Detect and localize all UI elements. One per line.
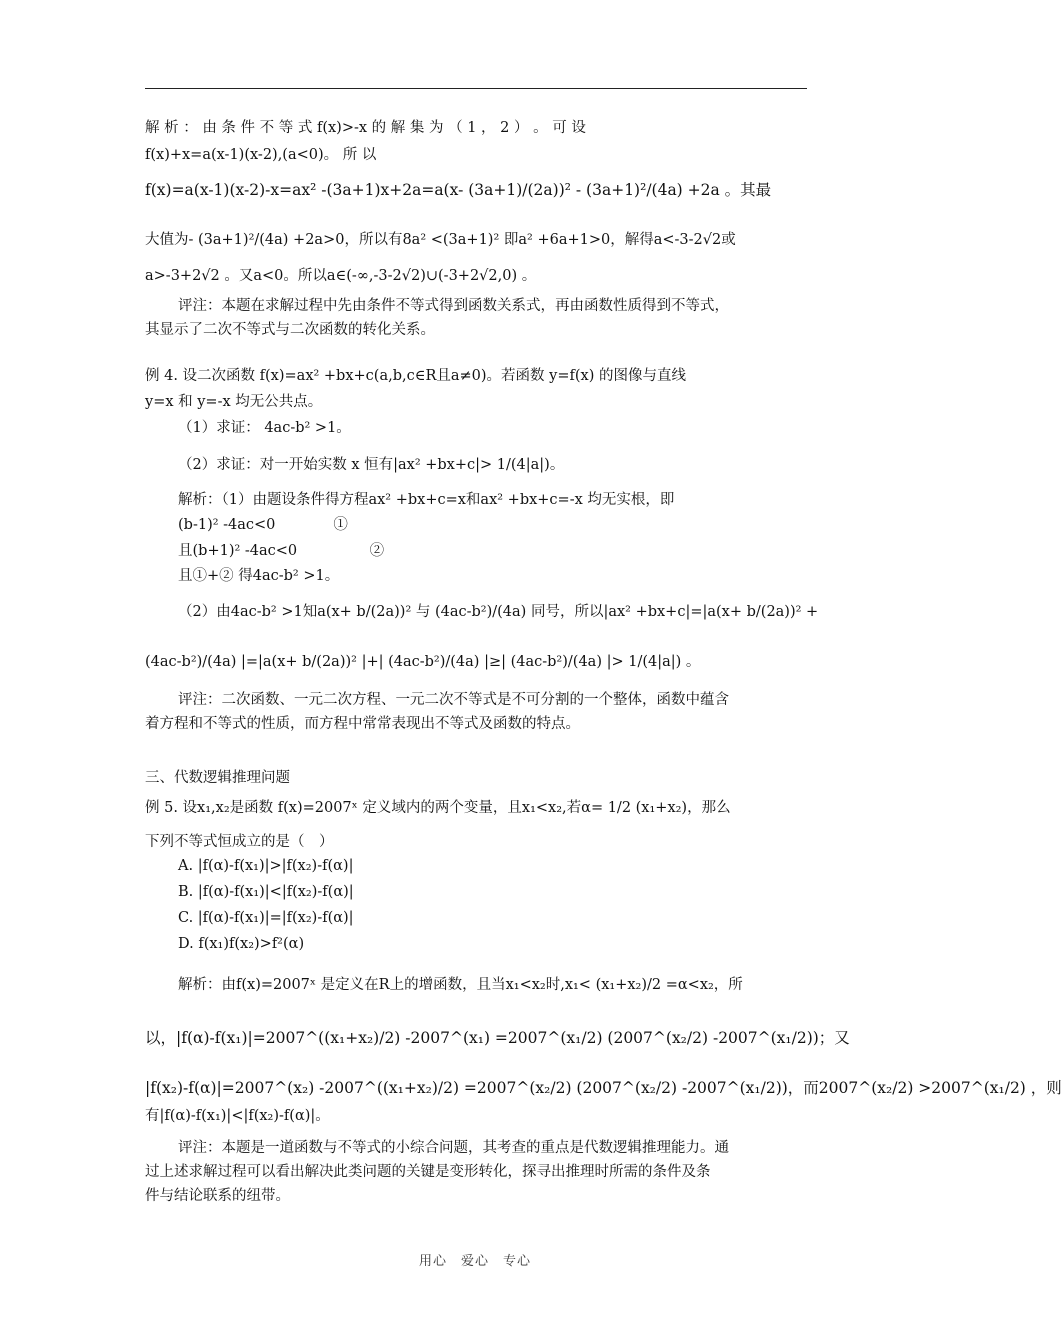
example-5-analysis-4: 有|f(α)-f(x₁)|<|f(x₂)-f(α)|。: [145, 1108, 330, 1124]
analysis-line-1: 解 析 ： 由 条 件 不 等 式 f(x)>-x 的 解 集 为 （ 1 ， 2 ） 。 可 设: [145, 120, 586, 136]
comment-1-line-1: 评注：本题在求解过程中先由条件不等式得到函数关系式，再由函数性质得到不等式，: [178, 298, 729, 314]
example-4-analysis-3: (4ac-b²)/(4a) |=|a(x+ b/(2a))² |+| (4ac-b²)/(4a) |≥| (4ac-b²)/(4a) |> 1/(4|a|) 。: [145, 654, 701, 670]
comment-2-line-2: 着方程和不等式的性质，而方程中常常表现出不等式及函数的特点。: [145, 716, 580, 732]
example-4-ineq-1: (b-1)² -4ac<0 ①: [178, 517, 348, 533]
example-4-part-2: （2）求证：对一开始实数 x 恒有|ax² +bx+c|> 1/(4|a|)。: [178, 457, 565, 473]
example-5-analysis-2: 以，|f(α)-f(x₁)|=2007^((x₁+x₂)/2) -2007^(x₁) =2007^(x₁/2) (2007^(x₂/2) -2007^(x₁/2))；又: [145, 1029, 850, 1047]
comment-1-line-2: 其显示了二次不等式与二次函数的转化关系。: [145, 322, 435, 338]
comment-3-line-2: 过上述求解过程可以看出解决此类问题的关键是变形转化，探寻出推理时所需的条件及条: [145, 1164, 711, 1180]
section-heading: 三、代数逻辑推理问题: [145, 770, 290, 786]
comment-3-line-3: 件与结论联系的纽带。: [145, 1188, 290, 1204]
comment-3-line-1: 评注：本题是一道函数与不等式的小综合问题，其考查的重点是代数逻辑推理能力。通: [178, 1140, 729, 1156]
analysis-line-4: 大值为- (3a+1)²/(4a) +2a>0，所以有8a² <(3a+1)² 即a² +6a+1>0，解得a<-3-2√2或: [145, 232, 736, 248]
example-5-analysis-1: 解析：由f(x)=2007ˣ 是定义在R上的增函数，且当x₁<x₂时,x₁< (x₁+x₂)/2 =α<x₂，所: [178, 977, 743, 993]
analysis-line-2: f(x)+x=a(x-1)(x-2),(a<0)。 所 以: [145, 147, 377, 163]
option-d: D. f(x₁)f(x₂)>f²(α): [178, 936, 305, 952]
analysis-line-5: a>-3+2√2 。又a<0。所以a∈(-∞,-3-2√2)∪(-3+2√2,0) 。: [145, 268, 537, 284]
header-rule: [145, 88, 807, 89]
option-b: B. |f(α)-f(x₁)|<|f(x₂)-f(α)|: [178, 884, 354, 900]
comment-2-line-1: 评注：二次函数、一元二次方程、一元二次不等式是不可分割的一个整体，函数中蕴含: [178, 692, 729, 708]
example-4-part-1: （1）求证： 4ac-b² >1。: [178, 420, 351, 436]
example-4-sum: 且①+② 得4ac-b² >1。: [178, 568, 340, 584]
example-5-line-2: 下列不等式恒成立的是（ ）: [145, 834, 334, 850]
example-4-analysis-1: 解析：（1）由题设条件得方程ax² +bx+c=x和ax² +bx+c=-x 均无实根，即: [178, 492, 675, 508]
example-5-line-1: 例 5. 设x₁,x₂是函数 f(x)=2007ˣ 定义域内的两个变量，且x₁<x₂,若α= 1/2 (x₁+x₂)，那么: [145, 800, 731, 816]
example-4-analysis-2: （2）由4ac-b² >1知a(x+ b/(2a))² 与 (4ac-b²)/(4a) 同号，所以|ax² +bx+c|=|a(x+ b/(2a))² +: [178, 604, 819, 620]
option-a: A. |f(α)-f(x₁)|>|f(x₂)-f(α)|: [178, 858, 354, 874]
option-c: C. |f(α)-f(x₁)|=|f(x₂)-f(α)|: [178, 910, 354, 926]
example-4-line-2: y=x 和 y=-x 均无公共点。: [145, 394, 323, 410]
example-4-ineq-2: 且(b+1)² -4ac<0 ②: [178, 543, 385, 559]
example-4-line-1: 例 4. 设二次函数 f(x)=ax² +bx+c(a,b,c∈R且a≠0)。若函数 y=f(x) 的图像与直线: [145, 368, 686, 384]
analysis-line-3: f(x)=a(x-1)(x-2)-x=ax² -(3a+1)x+2a=a(x- (3a+1)/(2a))² - (3a+1)²/(4a) +2a 。其最: [145, 181, 772, 199]
page-footer: 用心 爱心 专心: [418, 1254, 531, 1269]
example-5-analysis-3: |f(x₂)-f(α)|=2007^(x₂) -2007^((x₁+x₂)/2) =2007^(x₂/2) (2007^(x₂/2) -2007^(x₁/2))，而2007^(x₂/2) >2007^(x₁/2) ，则: [145, 1079, 1062, 1097]
